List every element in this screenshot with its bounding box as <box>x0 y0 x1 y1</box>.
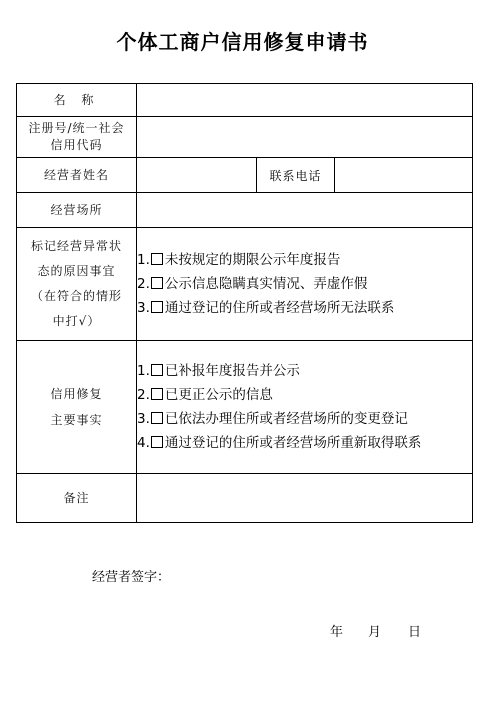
reason-label: 标记经营异常状 态的原因事宜 （在符合的情形 中打√） <box>17 228 137 341</box>
operator-label: 经营者姓名 <box>17 158 137 193</box>
date-line <box>330 621 421 640</box>
place-field[interactable] <box>137 193 473 228</box>
date-year: 年 <box>330 625 344 640</box>
row-remark <box>17 474 473 523</box>
fact-option-1: 1. 已补报年度报告并公示 <box>137 363 300 379</box>
fact-option-3: 3. 已依法办理住所或者经营场所的变更登记 <box>137 411 408 427</box>
row-operator <box>17 158 473 193</box>
repair-options <box>137 341 473 474</box>
fact-option-4: 4. 通过登记的住所或者经营场所重新取得联系 <box>137 435 422 451</box>
row-repair-facts <box>17 341 473 474</box>
date-day: 日 <box>408 625 422 640</box>
application-form-table <box>16 83 473 523</box>
phone-label: 联系电话 <box>257 158 335 193</box>
row-name <box>17 84 473 117</box>
checkbox-icon[interactable] <box>151 388 163 400</box>
date-month: 月 <box>368 625 382 640</box>
reason-option-1: 1. 未按规定的期限公示年度报告 <box>137 252 341 268</box>
repair-label: 信用修复 主要事实 <box>17 341 137 474</box>
row-reason <box>17 228 473 341</box>
name-field[interactable] <box>137 84 473 117</box>
row-reg-no <box>17 117 473 158</box>
checkbox-icon[interactable] <box>151 253 163 265</box>
signature-label: 经营者签字： <box>92 570 171 585</box>
name-label: 名 称 <box>17 84 137 117</box>
row-place <box>17 193 473 228</box>
phone-field[interactable] <box>335 158 473 193</box>
page-title: 个体工商户信用修复申请书 <box>116 30 369 54</box>
remark-label: 备注 <box>17 474 137 523</box>
checkbox-icon[interactable] <box>151 277 163 289</box>
reason-option-2: 2. 公示信息隐瞒真实情况、弄虚作假 <box>137 276 368 292</box>
checkbox-icon[interactable] <box>151 301 163 313</box>
reg-no-label: 注册号/统一社会 信用代码 <box>17 117 137 158</box>
operator-field[interactable] <box>137 158 257 193</box>
reg-no-field[interactable] <box>137 117 473 158</box>
place-label: 经营场所 <box>17 193 137 228</box>
remark-field[interactable] <box>137 474 473 523</box>
reason-option-3: 3. 通过登记的住所或者经营场所无法联系 <box>137 300 395 316</box>
checkbox-icon[interactable] <box>151 412 163 424</box>
reason-options <box>137 228 473 341</box>
checkbox-icon[interactable] <box>151 436 163 448</box>
checkbox-icon[interactable] <box>151 364 163 376</box>
fact-option-2: 2. 已更正公示的信息 <box>137 387 273 403</box>
